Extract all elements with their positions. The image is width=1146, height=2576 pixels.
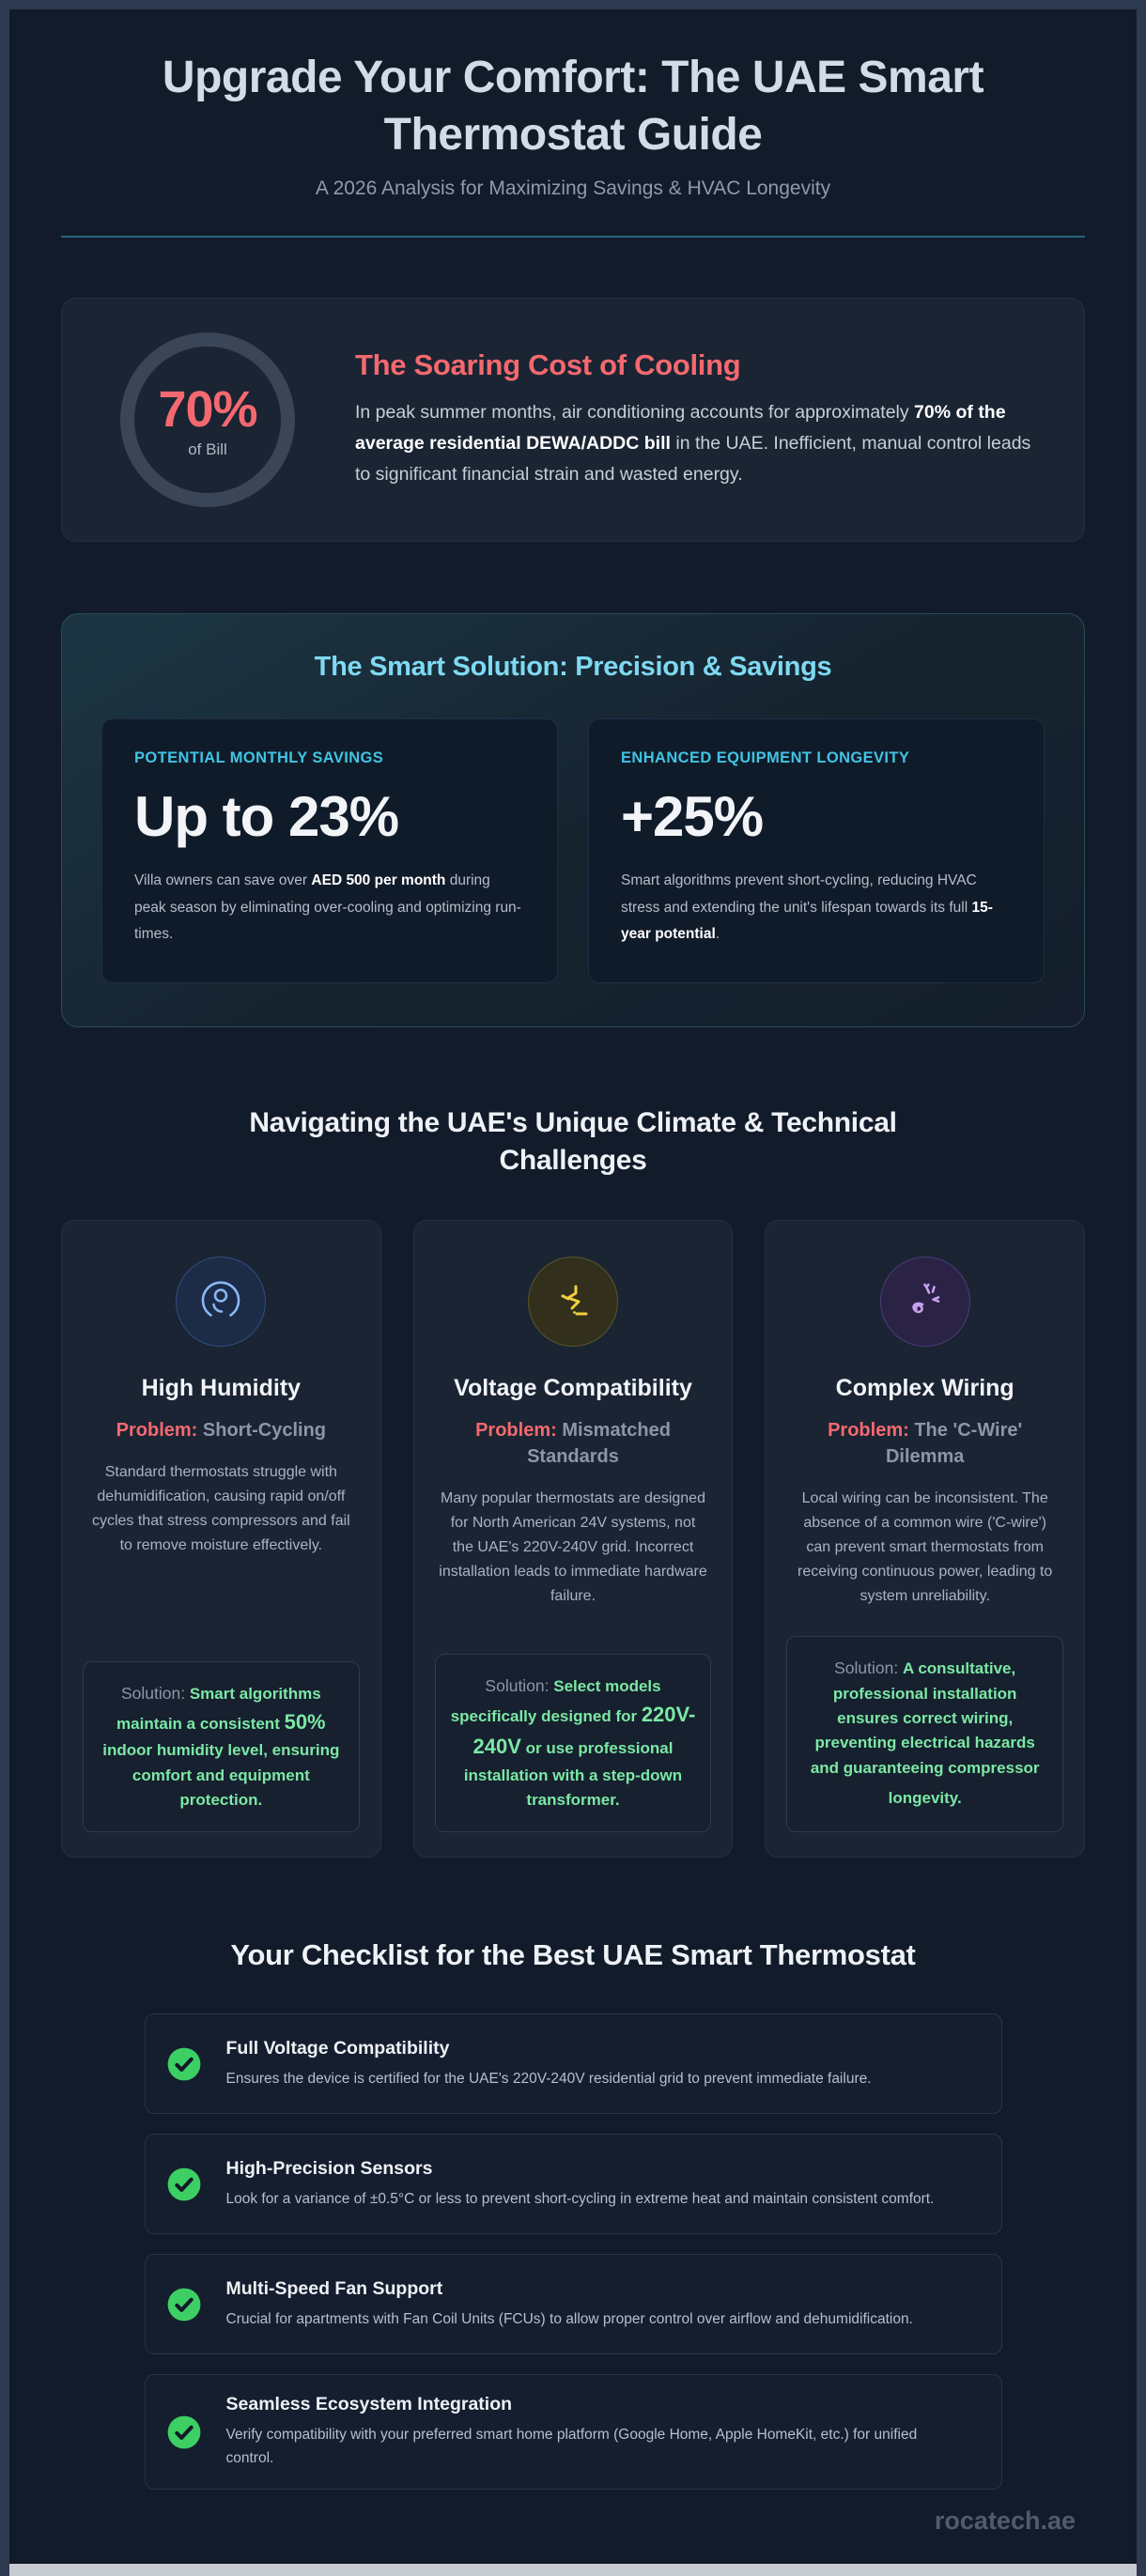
solution-text: Smart algorithms maintain a consistent [116, 1684, 321, 1734]
cost-of-cooling-card [61, 298, 1085, 542]
infographic-page [9, 9, 1137, 2564]
stat-label: POTENTIAL MONTHLY SAVINGS [134, 748, 384, 766]
solution-box [786, 1636, 1063, 1832]
stat-body-bold: 15-year potential [621, 899, 993, 943]
cost-stat-ring [120, 332, 295, 507]
cost-title: The Soaring Cost of Cooling [355, 348, 741, 382]
page-title: Upgrade Your Comfort: The UAE Smart Thermostat Guide [162, 53, 984, 161]
monthly-savings-card [101, 718, 558, 983]
challenge-card-voltage [413, 1220, 734, 1858]
check-icon [166, 2046, 202, 2082]
checklist-item [145, 2254, 1002, 2354]
solution-text: A consultative, professional installation ensures correct wiring, preventing electrical hazards and guaranteeing compressor longevity. [810, 1659, 1040, 1808]
problem-line [435, 1417, 712, 1470]
checklist-title: Full Voltage Compatibility [225, 2037, 450, 2059]
solution-text: Select models specifically designed for [450, 1677, 661, 1726]
stat-body [621, 868, 1012, 949]
humidity-icon [176, 1257, 266, 1347]
equipment-longevity-card [588, 718, 1045, 983]
challenge-card-wiring [765, 1220, 1085, 1858]
checklist-section [61, 1938, 1085, 2490]
check-icon [166, 2167, 202, 2202]
challenges-section [61, 1104, 1085, 1858]
challenge-title: Complex Wiring [835, 1374, 1014, 1401]
stat-row [101, 718, 1045, 983]
checklist-items [145, 2013, 1002, 2490]
checklist-title: Seamless Ecosystem Integration [225, 2394, 513, 2415]
problem-label: Problem: [116, 1419, 198, 1441]
problem-label: Problem: [828, 1419, 909, 1441]
checklist-desc: Crucial for apartments with Fan Coil Units (FCUs) to allow proper control over airflow and dehumidification. [225, 2310, 913, 2327]
cost-body [355, 397, 1037, 490]
checklist-text [226, 2278, 913, 2331]
challenge-title: High Humidity [141, 1374, 302, 1401]
challenge-card-high-humidity [61, 1220, 381, 1858]
checklist-text [226, 2038, 872, 2090]
smart-solution-section [61, 613, 1085, 1027]
stat-body-text: Smart algorithms prevent short-cycling, reducing HVAC stress and extending the unit's lifespan towards its full [621, 872, 977, 916]
problem-line [83, 1417, 360, 1443]
checklist-desc: Verify compatibility with your preferred smart home platform (Google Home, Apple HomeKit, etc.) for unified control. [225, 2427, 918, 2467]
stat-body-bold: AED 500 per month [311, 872, 446, 888]
checklist-title: Multi-Speed Fan Support [225, 2277, 443, 2299]
tangled-wire-icon [880, 1257, 970, 1347]
stat-label: ENHANCED EQUIPMENT LONGEVITY [621, 748, 910, 766]
checklist-desc: Ensures the device is certified for the UAE's 220V-240V residential grid to prevent immediate failure. [225, 2070, 872, 2087]
challenge-title: Voltage Compatibility [454, 1374, 692, 1401]
window-bottom-bar [9, 2564, 1137, 2576]
solution-label: Solution: [485, 1676, 550, 1696]
checklist-desc: Look for a variance of ±0.5°C or less to prevent short-cycling in extreme heat and maintain consistent comfort. [225, 2190, 935, 2207]
stat-body-text: . [715, 926, 720, 943]
problem-text: The 'C-Wire' Dilemma [885, 1419, 1023, 1467]
cost-body-text: in the UAE. Inefficient, manual control leads to significant financial strain and wasted energy. [355, 433, 1031, 486]
stat-body [134, 868, 525, 949]
stat-body-text: during peak season by eliminating over-cooling and optimizing run-times. [134, 872, 521, 943]
page-subtitle: A 2026 Analysis for Maximizing Savings & HVAC Longevity [315, 177, 831, 199]
divider [61, 236, 1085, 238]
solution-text: indoor humidity level, ensuring comfort and equipment protection. [102, 1741, 340, 1809]
cost-stat-value: 70% [158, 380, 257, 438]
watermark: rocatech.ae [934, 2507, 1076, 2536]
checklist-text [226, 2158, 935, 2211]
cost-text-block [355, 348, 1037, 490]
checklist-item [145, 2134, 1002, 2234]
cost-body-text: In peak summer months, air conditioning accounts for approximately [355, 402, 915, 424]
cost-body-bold: 70% of the average residential DEWA/ADDC bill [355, 402, 1006, 455]
broken-circuit-icon [528, 1257, 618, 1347]
checklist-title: High-Precision Sensors [225, 2157, 433, 2179]
challenge-body: Many popular thermostats are designed for North American 24V systems, not the UAE's 220V-240V grid. Incorrect installation leads to immediate hardware failure. [439, 1489, 707, 1604]
solution-box [435, 1654, 712, 1832]
challenges-heading: Navigating the UAE's Unique Climate & Technical Challenges [249, 1106, 897, 1177]
challenge-body: Standard thermostats struggle with dehumidification, causing rapid on/off cycles that stress compressors and fail to remove moisture effectively. [91, 1463, 350, 1553]
stat-value: +25% [621, 784, 764, 848]
check-icon [166, 2414, 202, 2450]
stat-body-text: Villa owners can save over [134, 872, 312, 888]
problem-line [786, 1417, 1063, 1470]
solution-highlight: 220V-240V [472, 1703, 696, 1759]
solution-box [83, 1661, 360, 1832]
checklist-item [145, 2013, 1002, 2114]
smart-solution-heading: The Smart Solution: Precision & Savings [314, 651, 832, 682]
cost-stat-label: of Bill [188, 440, 227, 458]
challenge-body: Local wiring can be inconsistent. The absence of a common wire ('C-wire') can prevent smart thermostats from receiving continuous power, leading to system unreliability. [798, 1489, 1053, 1604]
solution-highlight: 50% [284, 1710, 326, 1735]
check-icon [166, 2287, 202, 2322]
solution-label: Solution: [121, 1683, 186, 1703]
stat-value: Up to 23% [134, 784, 399, 848]
problem-text: Mismatched Standards [527, 1419, 671, 1467]
challenge-cards-row [61, 1220, 1085, 1858]
checklist-item [145, 2374, 1002, 2490]
problem-text: Short-Cycling [202, 1419, 327, 1441]
problem-label: Problem: [475, 1419, 557, 1441]
solution-label: Solution: [834, 1658, 899, 1678]
checklist-text [226, 2394, 950, 2470]
header [61, 49, 1085, 238]
checklist-heading: Your Checklist for the Best UAE Smart Thermostat [230, 1938, 916, 1972]
solution-text: or use professional installation with a step-down transformer. [463, 1739, 683, 1809]
